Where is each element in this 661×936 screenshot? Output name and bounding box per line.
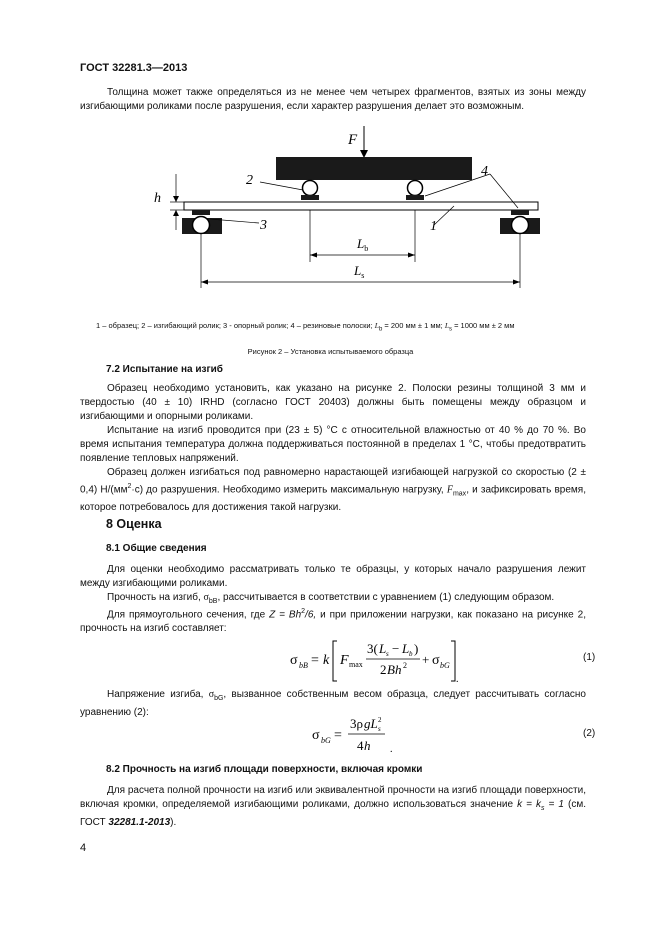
- section-heading-8-2: 8.2 Прочность на изгиб площади поверхности, включая кромки: [106, 764, 423, 775]
- svg-text:3ρ: 3ρ: [350, 716, 363, 731]
- svg-text:s: s: [386, 650, 389, 658]
- figure-caption: Рисунок 2 – Установка испытываемого образца: [247, 347, 414, 356]
- svg-text:σ: σ: [432, 653, 440, 668]
- rubber-strip: [192, 210, 210, 215]
- svg-text:.: .: [390, 744, 393, 755]
- bending-roller-right: [408, 181, 423, 196]
- rubber-strip: [511, 210, 529, 215]
- paragraph: Образец должен изгибаться под равномерно нарастающей изгибающей нагрузкой со скоростью (2 ± 0,4) $Н/(мм^2\cdot с)$ до разрушения. Необходимо измерить максимальную нагрузку, $F_{max}$, и зафиксировать время, которое потребовалось для достижения такой нагрузки.: [80, 467, 586, 514]
- svg-text:σ: σ: [312, 728, 320, 743]
- svg-text:.: .: [456, 674, 459, 685]
- label-2: 2: [246, 173, 253, 188]
- svg-text:bG: bG: [440, 661, 450, 670]
- support-roller-right: [512, 217, 529, 234]
- equation-number-1: (1): [583, 652, 596, 663]
- figure-legend: 1 – образец; 2 – изгибающий ролик; 3 - опорный ролик; 4 – резиновые полоски; $L_b = 200$ мм ± 1 мм; $L_s = 1000$ мм ± 2 мм: [96, 321, 515, 333]
- label-1: 1: [430, 219, 437, 234]
- svg-text:L: L: [402, 641, 410, 656]
- rubber-strip: [301, 195, 319, 200]
- svg-text:Bh: Bh: [387, 662, 402, 677]
- svg-text:s: s: [378, 725, 381, 733]
- svg-text:σ: σ: [290, 653, 298, 668]
- label-Lb: $L_b$: [357, 236, 369, 253]
- intro-paragraph: Толщина может также определяться из не менее чем четырех фрагментов, взятых из зоны между изгибающими роликами после разрушения, если характер разрушения делает это возможным.: [80, 87, 586, 112]
- svg-text:k: k: [323, 653, 330, 668]
- paragraph: Для оценки необходимо рассматривать только те образцы, у которых начало разрушения лежит между изгибающими роликами.: [80, 564, 586, 589]
- page-number: 4: [80, 842, 87, 854]
- paragraph: Образец необходимо установить, как указано на рисунке 2. Полоски резины толщиной 3 мм и твердостью (40 ± 10) IRHD (согласно ГОСТ 20403) должны быть помещены между образцом и изгибающими и опорными роликами.: [80, 383, 586, 422]
- svg-text:h: h: [364, 738, 371, 753]
- svg-text:=: =: [311, 653, 319, 668]
- support-roller-left: [193, 217, 210, 234]
- svg-text:2: 2: [380, 662, 387, 677]
- svg-text:L: L: [379, 641, 387, 656]
- svg-text:bB: bB: [299, 661, 308, 670]
- test-setup-figure: [140, 122, 560, 302]
- svg-text:4: 4: [357, 738, 364, 753]
- svg-text:3(: 3(: [367, 641, 378, 656]
- label-Ls: $L_s$: [354, 263, 365, 280]
- equation-1: [290, 636, 460, 686]
- label-h: h: [154, 191, 161, 206]
- svg-text:max: max: [349, 660, 363, 669]
- label-F: F: [348, 132, 358, 148]
- svg-text:): ): [414, 641, 419, 656]
- specimen: [184, 202, 538, 210]
- svg-text:2: 2: [378, 716, 382, 724]
- svg-text:=: =: [334, 728, 342, 743]
- svg-text:+: +: [422, 652, 430, 667]
- rubber-strip: [406, 195, 424, 200]
- bending-roller-left: [303, 181, 318, 196]
- equation-2: [312, 712, 402, 758]
- paragraph: Для расчета полной прочности на изгиб или эквивалентной прочности на изгиб площади поверхности, включая кромки, определяемой изгибающими роликами, должно использоваться значение $k = k_s = 1$ (см. ГОСТ 32281.1-2013).: [80, 785, 587, 828]
- section-heading-8-1: 8.1 Общие сведения: [106, 543, 207, 554]
- svg-text:2: 2: [403, 661, 407, 670]
- paragraph: Испытание на изгиб проводится при (23 ± 5) °С с относительной влажностью от 40 % до 70 %. Во время испытания температура должна поддерживаться постоянной в пределах 1 °С, чтобы предотвратить появление тепловых напряжений.: [80, 425, 586, 464]
- equation-number-2: (2): [583, 728, 596, 739]
- label-3: 3: [260, 218, 267, 233]
- section-heading-8: 8 Оценка: [106, 517, 162, 531]
- svg-text:gL: gL: [364, 716, 378, 731]
- paragraph: Напряжение изгиба, $\sigma_{bG}$, вызванное собственным весом образца, следует рассчитывать согласно уравнению (2):: [80, 689, 586, 718]
- paragraph: Для прямоугольного сечения, где $Z = Bh^2/6$, и при приложении нагрузки, как показано на рисунке 2, прочность на изгиб составляет:: [80, 608, 586, 635]
- document-header: ГОСТ 32281.3—2013: [80, 62, 188, 74]
- svg-text:bG: bG: [321, 736, 331, 745]
- svg-text:b: b: [409, 650, 413, 658]
- paragraph: Прочность на изгиб, $\sigma_{bB}$, рассчитывается в соответствии с уравнением (1) следующим образом.: [107, 592, 555, 605]
- label-4: 4: [481, 164, 488, 179]
- svg-text:−: −: [392, 641, 400, 656]
- section-heading-7-2: 7.2 Испытание на изгиб: [106, 364, 223, 375]
- svg-text:F: F: [340, 653, 349, 668]
- loading-plate: [276, 157, 472, 180]
